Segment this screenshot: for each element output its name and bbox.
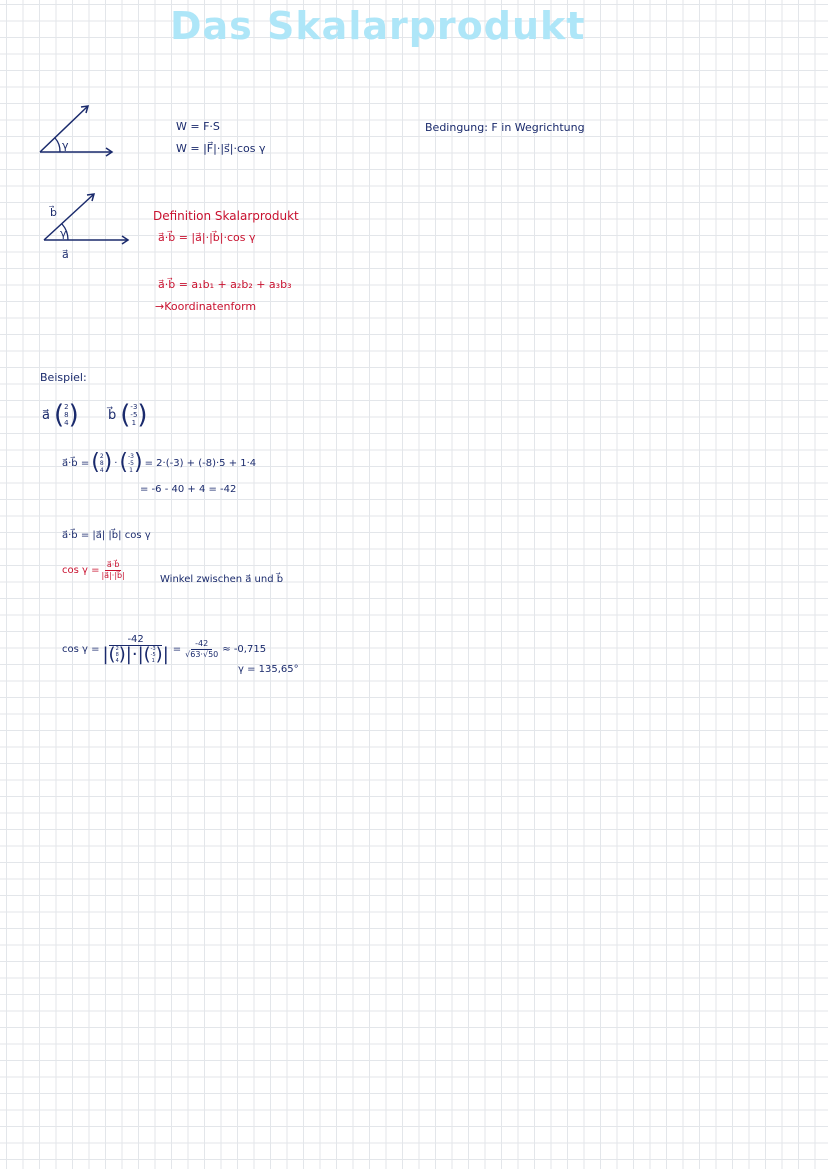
definition-heading: Definition Skalarprodukt [153,209,299,223]
work-formula-2: W = |F⃗|·|s⃗|·cos γ [176,142,266,155]
dot-product-formula: a⃗·b⃗ = |a⃗| |b⃗| cos γ [62,530,151,541]
dot-product-calculation: a⃗·b⃗ = ( 2 8 4 ) · ( -3 -5 1 ) = 2·(-3) + (-8)·5 + 1·4 [62,450,257,475]
definition-formula: a⃗·b⃗ = |a⃗|·|b⃗|·cos γ [158,231,256,244]
angle-note: Winkel zwischen a⃗ und b⃗ [160,574,284,585]
vector-b-component-1: -3 [130,403,138,411]
coordinate-form-note: →Koordinatenform [155,300,257,313]
vector-b-component-2: -5 [130,411,138,419]
angle-diagram-1 [38,100,118,160]
cos-gamma-result: ≈ -0,715 [222,643,267,655]
coordinate-formula: a⃗·b⃗ = a₁b₁ + a₂b₂ + a₃b₃ [158,278,292,291]
work-formula-1: W = F·S [176,120,220,133]
vector-a-component-3: 4 [64,419,69,427]
example-label: Beispiel: [40,371,87,384]
cos-gamma-numerator-2: -42 [191,639,212,650]
vector-a: a⃗ ( 2 8 4 ) [42,400,79,430]
vector-b: b⃗ ( -3 -5 1 ) [108,400,148,430]
angle-label-1: γ [62,139,69,152]
cos-gamma-formula [62,560,125,581]
cos-gamma-denominator: |a⃗|·|b⃗| [101,571,125,580]
vector-b-label: b⃗ [50,206,57,219]
vector-a-name: a⃗ [42,407,50,423]
cos-gamma-denominator-2: √63·√50 [185,649,219,659]
vector-a-component-1: 2 [64,403,69,411]
angle-label-2: γ [60,227,67,240]
cos-gamma-numeric-prefix: cos γ = [62,643,100,655]
equals-sign: = [172,643,182,655]
cos-gamma-prefix: cos γ = [62,565,100,576]
cos-gamma-numerator: a⃗·b⃗ [106,560,120,569]
page-title: Das Skalarprodukt [170,4,586,48]
calculation-terms: = 2·(-3) + (-8)·5 + 1·4 [144,457,257,469]
vector-b-name: b⃗ [108,407,117,423]
gamma-result: γ = 135,65° [238,664,299,675]
condition-note: Bedingung: F in Wegrichtung [425,121,585,134]
cos-gamma-numeric: cos γ = -42 |( 2 8 4 )| ·|( -3 -5 1 )| = $\frac{-42}{√63\cdot√50}$ ≈ -0,715 [62,634,267,665]
angle-diagram-2 [38,190,128,265]
vector-b-component-3: 1 [131,419,137,427]
cos-gamma-numeric-numerator: -42 [109,634,161,646]
calculation-result: = -6 - 40 + 4 = -42 [140,484,237,495]
vector-a-label: a⃗ [62,248,69,261]
vector-a-component-2: 8 [64,411,69,419]
